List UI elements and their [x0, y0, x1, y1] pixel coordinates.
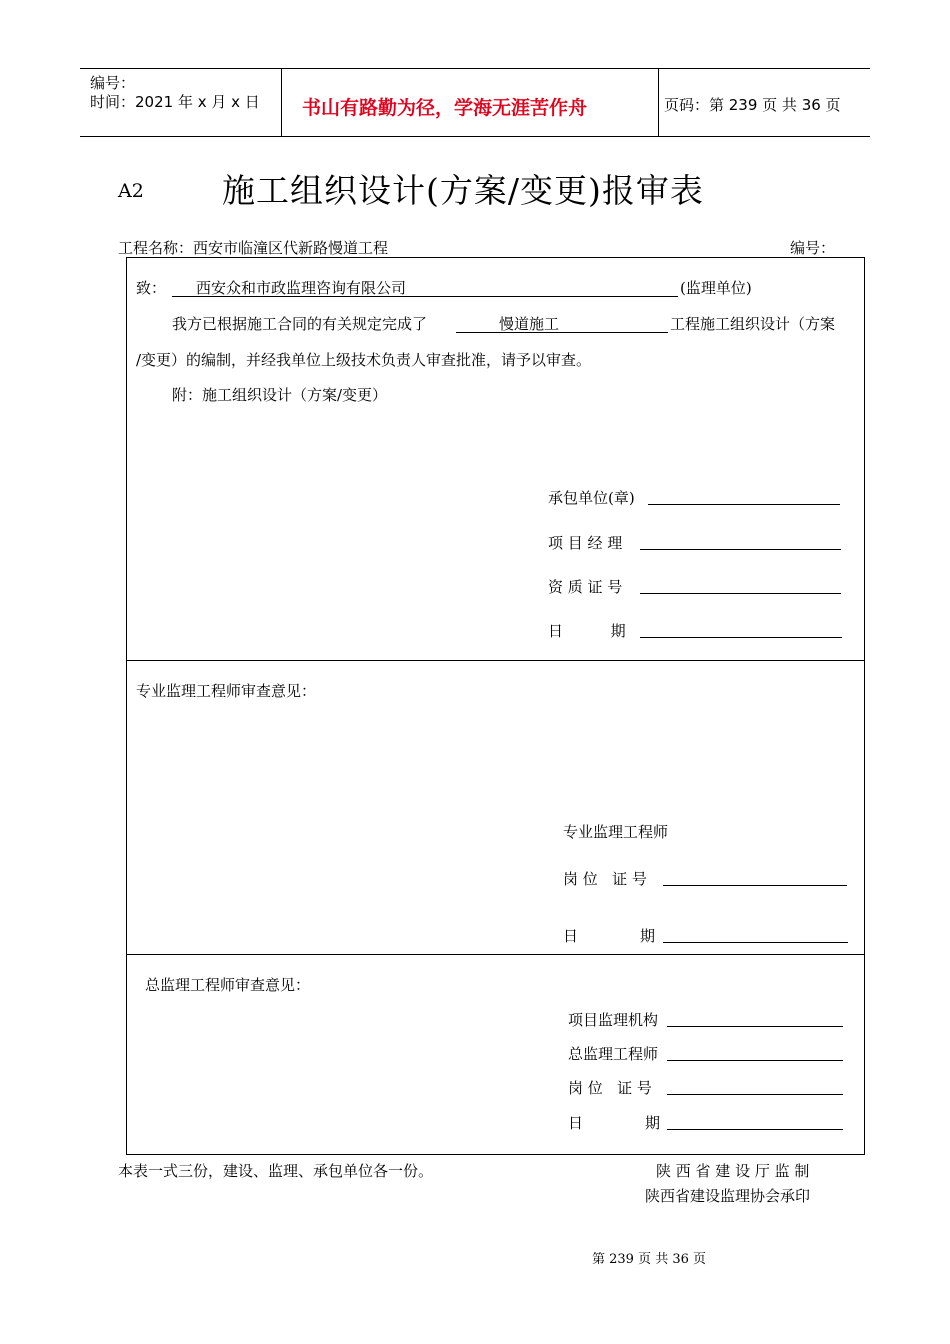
to-value: 西安众和市政监理咨询有限公司: [196, 279, 407, 297]
to-label: 致：: [136, 279, 167, 297]
header-table: [80, 68, 870, 137]
section3-chief-line: [667, 1060, 843, 1061]
header-cell-right: [658, 69, 870, 136]
section2-engineer-label: 专业监理工程师: [563, 823, 669, 841]
section3-post-cert-line: [667, 1094, 843, 1095]
page-code: 页码：第 239 页 共 36 页: [664, 96, 841, 114]
section3-org-line: [667, 1026, 843, 1027]
contractor-unit-label: 承包单位(章): [548, 489, 635, 507]
project-name: 工程名称：西安市临潼区代新路慢道工程: [118, 239, 389, 257]
para1-line2: /变更）的编制，并经我单位上级技术负责人审查批准，请予以审查。: [136, 351, 592, 369]
form-code: A2: [118, 180, 144, 202]
header-cell-middle: [281, 69, 659, 136]
para1-prefix: 我方已根据施工合同的有关规定完成了: [172, 315, 428, 333]
footer-copies: 本表一式三份，建设、监理、承包单位各一份。: [118, 1162, 434, 1180]
section2-date-label: 日 期: [563, 927, 655, 945]
section3-post-cert-label: 岗 位 证 号: [568, 1079, 652, 1097]
para1-field: [456, 313, 668, 333]
section3-heading: 总监理工程师审查意见：: [145, 976, 311, 994]
date-1-label: 日 期: [548, 622, 626, 640]
motto: 书山有路勤为径，学海无涯苦作舟: [302, 97, 588, 119]
to-field: [172, 277, 678, 297]
qualification-label: 资 质 证 号: [548, 578, 623, 596]
number-label-right: 编号：: [790, 239, 836, 257]
section3-chief-label: 总监理工程师: [568, 1045, 659, 1063]
section2-post-cert-label: 岗 位 证 号: [563, 870, 647, 888]
para1-suffix: 工程施工组织设计（方案: [670, 315, 836, 333]
project-manager-line: [640, 549, 841, 550]
section2-post-cert-line: [663, 885, 847, 886]
section3-org-label: 项目监理机构: [568, 1011, 659, 1029]
to-suffix: (监理单位): [680, 279, 752, 297]
section3-date-label: 日 期: [568, 1114, 660, 1132]
attachment: 附：施工组织设计（方案/变更）: [172, 386, 388, 404]
number-label: 编号：: [90, 74, 136, 92]
contractor-unit-line: [648, 504, 840, 505]
section3-date-line: [667, 1129, 843, 1130]
header-cell-left: [80, 69, 281, 136]
section2-date-line: [663, 942, 848, 943]
page-footer: 第 239 页 共 36 页: [592, 1252, 707, 1267]
time-label: 时间：2021 年 x 月 x 日: [90, 93, 260, 111]
footer-supervise: 陕 西 省 建 设 厅 监 制: [656, 1162, 810, 1180]
section2-heading: 专业监理工程师审查意见：: [136, 682, 317, 700]
form-title: 施工组织设计(方案/变更)报审表: [222, 171, 704, 210]
section-divider-2: [126, 954, 865, 955]
date-1-line: [640, 637, 842, 638]
footer-print: 陕西省建设监理协会承印: [645, 1187, 811, 1205]
section-divider-1: [126, 660, 865, 661]
para1-value: 慢道施工: [499, 315, 560, 333]
project-manager-label: 项 目 经 理: [548, 534, 623, 552]
qualification-line: [640, 593, 841, 594]
